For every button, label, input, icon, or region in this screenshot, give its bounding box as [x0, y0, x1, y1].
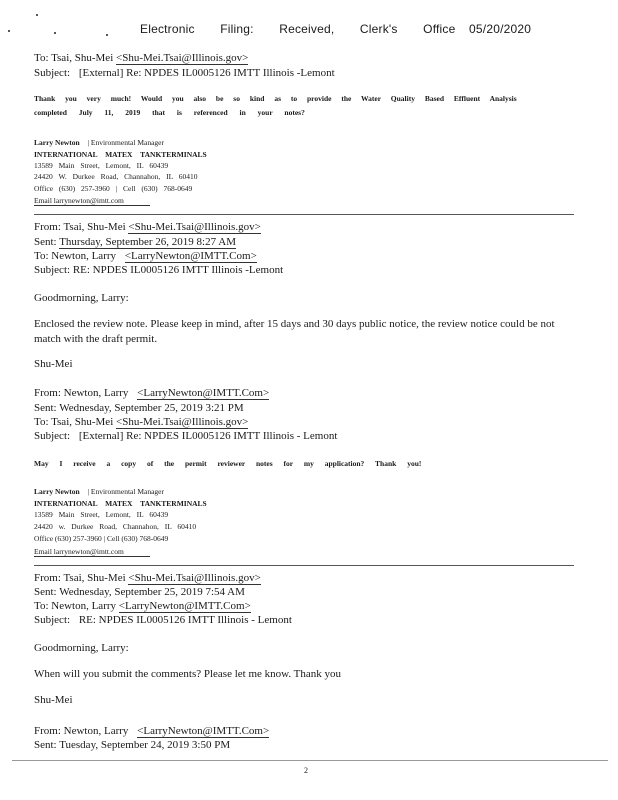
email3-sent: Sent: Wednesday, September 25, 2019 3:21 PM — [34, 402, 244, 414]
stamp-word: Received, — [279, 22, 335, 36]
email2-body-line2: match with the draft permit. — [34, 333, 158, 345]
email4-signoff: Shu-Mei — [34, 694, 73, 706]
email4-subject: Subject: RE: NPDES IL0005126 IMTT Illinois - Lemont — [34, 614, 292, 626]
email-address-link[interactable]: <LarryNewton@IMTT.Com> — [137, 387, 270, 399]
separator-rule — [34, 214, 574, 215]
email-address-link[interactable]: <LarryNewton@IMTT.Com> — [118, 600, 251, 612]
signature2-company: INTERNATIONAL MATEX TANKTERMINALS — [34, 499, 207, 508]
email2-to: To: Newton, Larry <LarryNewton@IMTT.Com> — [34, 250, 257, 262]
scan-speck — [8, 30, 10, 32]
email1-body-line1: Thank you very much! Would you also be so kind as to provide the Water Quality Based Effluent Analysis — [34, 94, 517, 103]
signature1-address1: 13589 Main Street, Lemont, IL 60439 — [34, 161, 169, 170]
signature1-phone: Office (630) 257-3960 | Cell (630) 768-0649 — [34, 184, 193, 193]
email4-body: When will you submit the comments? Please let me know. Thank you — [34, 668, 342, 680]
signature1-email[interactable]: Email larrynewton@imtt.com — [34, 196, 150, 205]
email2-signoff: Shu-Mei — [34, 358, 73, 370]
stamp-date: 05/20/2020 — [469, 22, 532, 36]
signature2-name-line: Larry Newton | Environmental Manager — [34, 487, 164, 496]
signature1-company: INTERNATIONAL MATEX TANKTERMINALS — [34, 150, 207, 159]
stamp-word: Electronic — [140, 22, 195, 36]
page-number: 2 — [304, 766, 308, 775]
email5-from: From: Newton, Larry <LarryNewton@IMTT.Com> — [34, 725, 270, 737]
email4-from: From: Tsai, Shu-Mei <Shu-Mei.Tsai@Illinois.gov> — [34, 572, 261, 584]
email2-sent: Sent: Thursday, September 26, 2019 8:27 AM — [34, 236, 236, 248]
email4-sent: Sent: Wednesday, September 25, 2019 7:54 AM — [34, 586, 245, 598]
email1-subject: Subject: [External] Re: NPDES IL0005126 IMTT Illinois -Lemont — [34, 67, 335, 79]
signature1-address2: 24420 W. Durkee Road, Channahon, IL 60410 — [34, 172, 198, 181]
scan-speck — [36, 14, 38, 16]
email4-greeting: Goodmorning, Larry: — [34, 642, 129, 654]
page-bottom-rule — [12, 760, 608, 761]
signature2-email[interactable]: Email larrynewton@imtt.com — [34, 547, 150, 556]
email-address-link[interactable]: <LarryNewton@IMTT.Com> — [124, 250, 257, 262]
separator-rule — [34, 565, 574, 566]
email2-subject: Subject: RE: NPDES IL0005126 IMTT Illinois -Lemont — [34, 264, 284, 276]
email-address-link[interactable]: <Shu-Mei.Tsai@Illinois.gov> — [128, 221, 261, 233]
email3-to: To: Tsai, Shu-Mei <Shu-Mei.Tsai@Illinois.gov> — [34, 416, 249, 428]
email1-to: To: Tsai, Shu-Mei <Shu-Mei.Tsai@Illinois.gov> — [34, 52, 249, 64]
stamp-word: Office — [423, 22, 456, 36]
signature2-address1: 13589 Main Street, Lemont, IL 60439 — [34, 510, 169, 519]
email1-body-line2: completed July 11, 2019 that is referenced in your notes? — [34, 108, 305, 117]
signature2-address2: 24420 w. Durkee Road, Channahon, IL 60410 — [34, 522, 197, 531]
email3-subject: Subject: [External] Re: NPDES IL0005126 IMTT Illinois - Lemont — [34, 430, 338, 442]
email4-to: To: Newton, Larry <LarryNewton@IMTT.Com> — [34, 600, 251, 612]
filing-stamp — [140, 22, 553, 36]
signature2-phone: Office (630) 257-3960 | Cell (630) 768-0649 — [34, 534, 169, 543]
email-address-link[interactable]: <Shu-Mei.Tsai@Illinois.gov> — [128, 572, 261, 584]
email2-greeting: Goodmorning, Larry: — [34, 292, 129, 304]
email3-body: May I receive a copy of the permit reviewer notes for my application? Thank you! — [34, 459, 422, 468]
email-address-link[interactable]: <LarryNewton@IMTT.Com> — [137, 725, 270, 737]
email-address-link[interactable]: <Shu-Mei.Tsai@Illinois.gov> — [116, 52, 249, 64]
email2-from: From: Tsai, Shu-Mei <Shu-Mei.Tsai@Illinois.gov> — [34, 221, 261, 233]
stamp-word: Filing: — [220, 22, 254, 36]
signature1-name-line: Larry Newton | Environmental Manager — [34, 138, 164, 147]
stamp-word: Clerk's — [359, 22, 398, 36]
scan-speck — [54, 32, 56, 34]
email3-from: From: Newton, Larry <LarryNewton@IMTT.Com> — [34, 387, 270, 399]
email-address-link[interactable]: <Shu-Mei.Tsai@Illinois.gov> — [116, 416, 249, 428]
scan-speck — [106, 34, 108, 36]
email5-sent: Sent: Tuesday, September 24, 2019 3:50 PM — [34, 739, 231, 751]
email2-body-line1: Enclosed the review note. Please keep in mind, after 15 days and 30 days public notice, the review notice could be not — [34, 318, 555, 330]
